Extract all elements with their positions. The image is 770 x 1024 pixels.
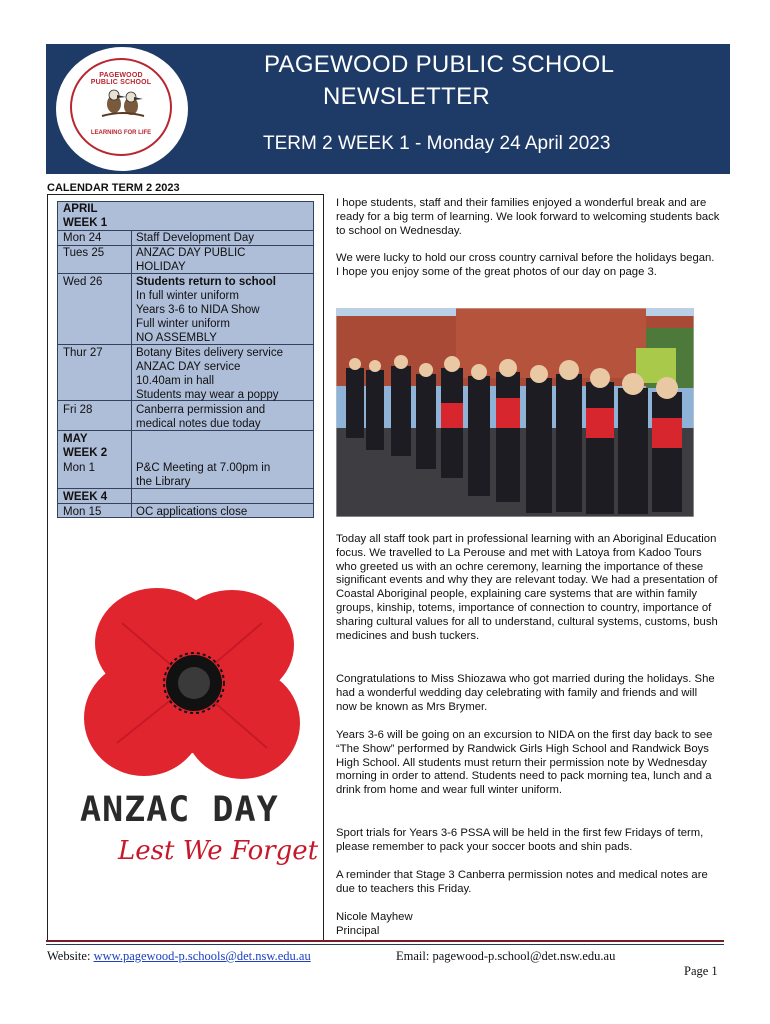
calendar-event: 10.40am in hall <box>136 375 214 387</box>
cross-country-photo <box>336 308 694 517</box>
calendar-event: ANZAC DAY service <box>136 361 241 373</box>
website-footer <box>47 949 311 964</box>
calendar-event: ANZAC DAY PUBLIC <box>136 247 246 259</box>
poppy-icon <box>82 583 302 793</box>
page-number: Page 1 <box>684 964 718 978</box>
calendar-event: Years 3-6 to NIDA Show <box>136 304 260 316</box>
lest-we-forget-text: Lest We Forget <box>118 836 319 866</box>
article-paragraph: Today all staff took part in professional learning with an Aboriginal Education focus. We travelled to La Perouse and met with Latoya from Kadoo Tours who greeted us with an ochre ceremony, learning the importance of these significant events and why they are relevant today. We had a presentation of Coastal Aboriginal people, explaining care systems that are within family groups, kinship, totems, importance of connection to country, importance of sharing cultural values for all to understand, cultural systems, customs, bush medicines and bush tuckers. <box>336 533 718 642</box>
article-paragraph: Years 3-6 will be going on an excursion to NIDA on the first day back to see “The Show” performed by Randwick Girls High School and Randwick Boys High School. All students must return their permission note by Wednesday morning in order to attend. Students need to pack morning tea, lunch and a drink from home and wear full winter uniform. <box>336 729 713 797</box>
article-paragraph: Congratulations to Miss Shiozawa who got married during the holidays. She had a wonderful wedding day celebrating with family and friends and will now be known as Mrs Brymer. <box>336 673 715 713</box>
calendar-event: In full winter uniform <box>136 290 239 302</box>
calendar-day: Wed 26 <box>63 276 103 288</box>
week-label: WEEK 2 <box>63 447 108 459</box>
calendar-event: Students return to school <box>136 276 276 288</box>
calendar-day: Fri 28 <box>63 404 93 416</box>
calendar-day: Mon 24 <box>63 232 102 244</box>
article-paragraph: A reminder that Stage 3 Canberra permission notes and medical notes are due to teachers this Friday. <box>336 869 708 895</box>
calendar-event: Full winter uniform <box>136 318 230 330</box>
calendar-day: Mon 15 <box>63 506 102 518</box>
month-label: MAY <box>63 433 88 445</box>
month-label: APRIL <box>63 203 98 215</box>
footer-divider <box>46 940 724 942</box>
calendar-event: OC applications close <box>136 506 248 518</box>
signoff-title: Principal <box>336 925 380 937</box>
footer-divider <box>46 944 724 945</box>
email-value: pagewood-p.school@det.nsw.edu.au <box>432 949 616 963</box>
logo-top-text: PAGEWOOD PUBLIC SCHOOL <box>90 72 152 86</box>
calendar-title: CALENDAR TERM 2 2023 <box>47 182 180 194</box>
website-link[interactable]: www.pagewood-p.schools@det.nsw.edu.au <box>93 949 311 963</box>
calendar-event: Staff Development Day <box>136 232 255 244</box>
calendar-event: Canberra permission and <box>136 404 266 416</box>
email-footer <box>396 949 615 964</box>
calendar-event: Students may wear a poppy <box>136 389 279 401</box>
article-paragraph: Sport trials for Years 3-6 PSSA will be held in the first few Fridays of term, please remember to pack your soccer boots and shin pads. <box>336 827 704 853</box>
kookaburra-icon <box>100 86 146 126</box>
article-paragraph: I hope students, staff and their families enjoyed a wonderful break and are ready for a big term of learning. We look forward to welcoming students back to school on Wednesday. <box>336 197 720 237</box>
signoff-name: Nicole Mayhew <box>336 911 413 923</box>
calendar-event: HOLIDAY <box>136 261 186 273</box>
week-label: WEEK 4 <box>63 491 108 503</box>
calendar-event: medical notes due today <box>136 418 261 430</box>
term-date: TERM 2 WEEK 1 - Monday 24 April 2023 <box>263 133 611 154</box>
calendar-event: P&C Meeting at 7.00pm in <box>136 462 271 474</box>
week-label: WEEK 1 <box>63 217 108 229</box>
logo-bottom-text: LEARNING FOR LIFE <box>90 130 152 136</box>
calendar-event: NO ASSEMBLY <box>136 332 217 344</box>
newsletter-title-line1: PAGEWOOD PUBLIC SCHOOL <box>264 51 615 78</box>
calendar-event: the Library <box>136 476 191 488</box>
anzac-day-heading: ANZAC DAY <box>80 790 279 830</box>
calendar-event: Botany Bites delivery service <box>136 347 284 359</box>
newsletter-title-line2: NEWSLETTER <box>323 83 491 110</box>
article-paragraph: We were lucky to hold our cross country carnival before the holidays began. I hope you enjoy some of the great photos of our day on page 3. <box>336 252 715 278</box>
email-label: Email: <box>396 949 430 963</box>
calendar-day: Tues 25 <box>63 247 105 259</box>
calendar-day: Mon 1 <box>63 462 95 474</box>
calendar-day: Thur 27 <box>63 347 103 359</box>
website-label: Website: <box>47 949 91 963</box>
